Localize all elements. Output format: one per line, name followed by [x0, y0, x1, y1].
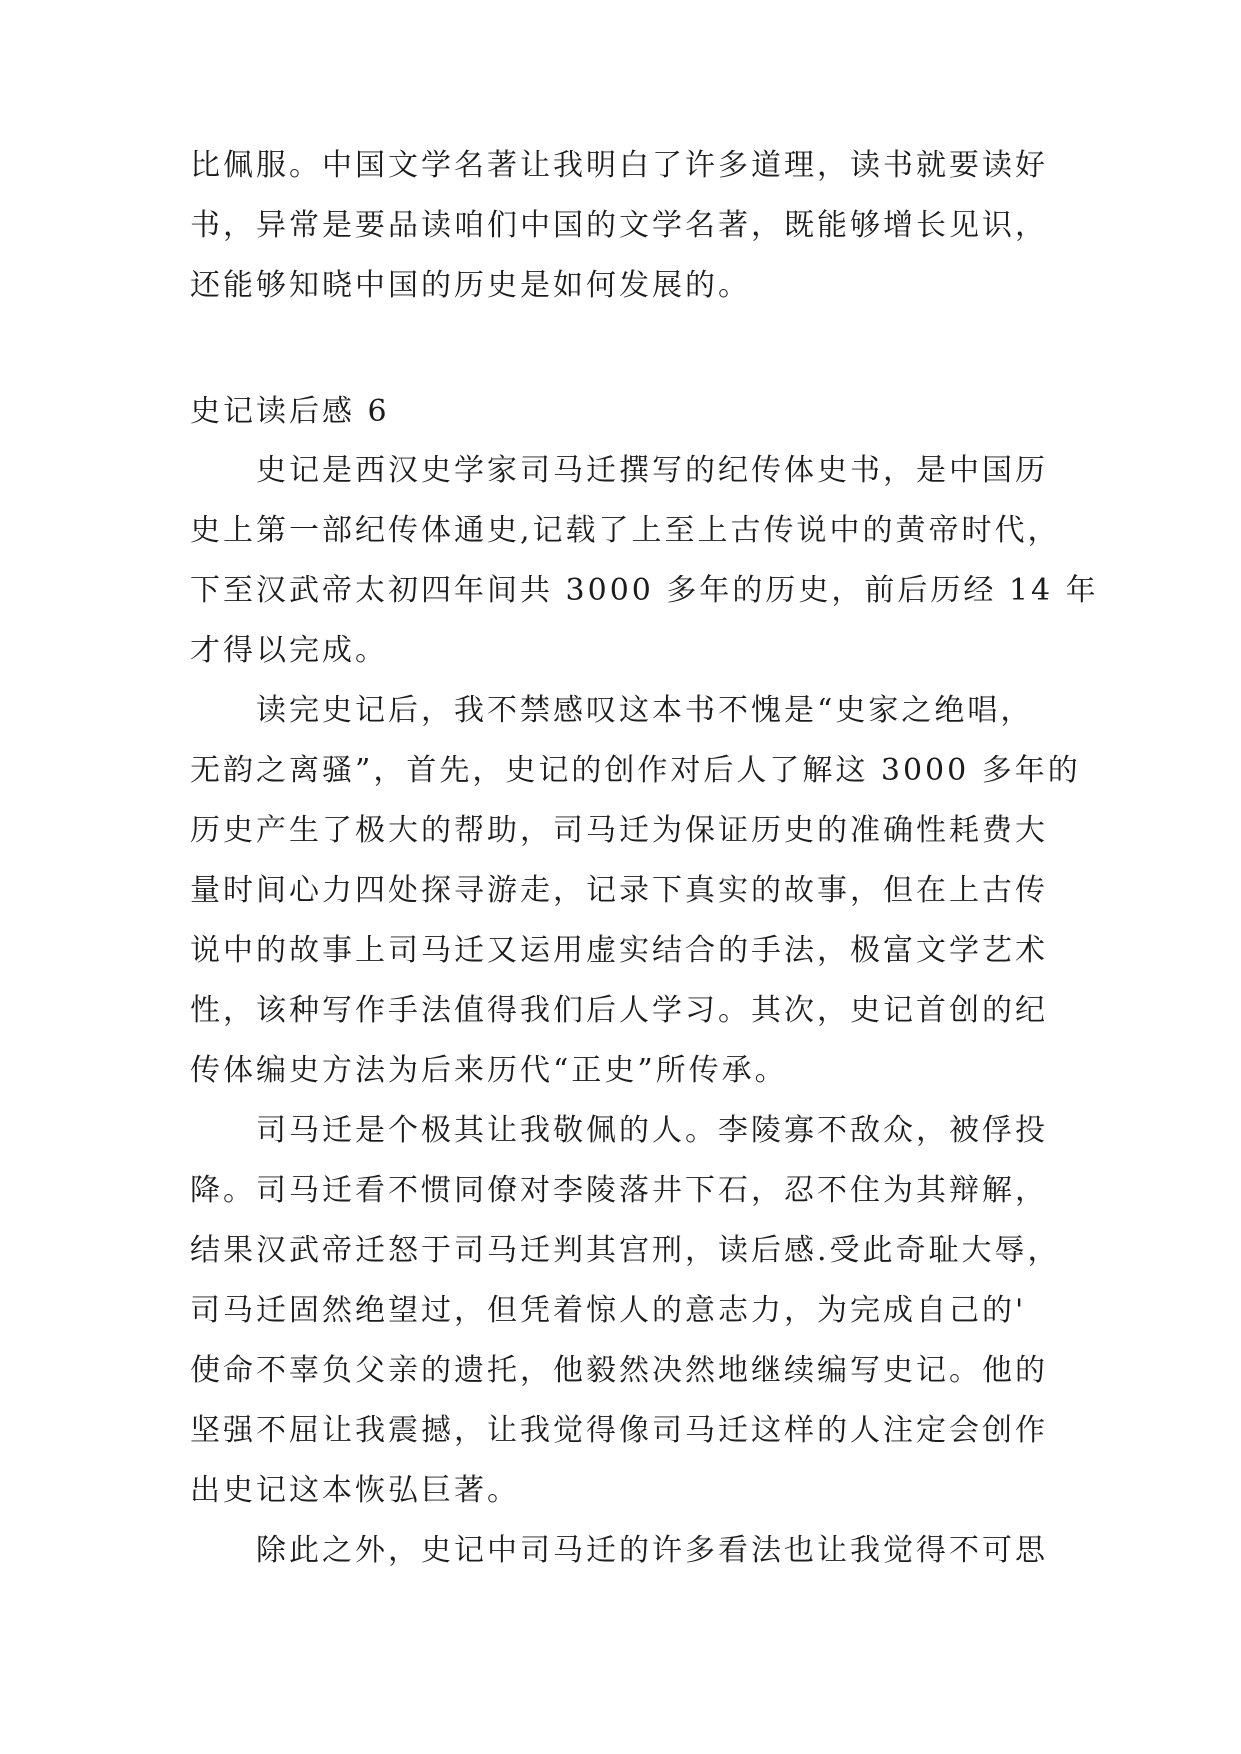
text-line: 读完史记后，我不禁感叹这本书不愧是“史家之绝唱，: [190, 693, 1034, 728]
text-line: 历史产生了极大的帮助，司马迁为保证历史的准确性耗费大: [190, 813, 1048, 848]
text-line: 坚强不屈让我震撼，让我觉得像司马迁这样的人注定会创作: [190, 1413, 1048, 1448]
text-line: 史记是西汉史学家司马迁撰写的纪传体史书，是中国历: [190, 453, 1048, 488]
text-line: 无韵之离骚”，首先，史记的创作对后人了解这 3000 多年的: [190, 753, 1081, 788]
text-line: 出史记这本恢弘巨著。: [190, 1473, 520, 1508]
text-line: 传体编史方法为后来历代“正史”所传承。: [190, 1053, 788, 1088]
text-line: 降。司马迁看不惯同僚对李陵落井下石，忍不住为其辩解，: [190, 1173, 1048, 1208]
text-line: 量时间心力四处探寻游走，记录下真实的故事，但在上古传: [190, 873, 1048, 908]
text-line: 使命不辜负父亲的遗托，他毅然决然地继续编写史记。他的: [190, 1353, 1048, 1388]
text-line: 司马迁是个极其让我敬佩的人。李陵寡不敌众，被俘投: [190, 1113, 1048, 1148]
text-line: 结果汉武帝迁怒于司马迁判其宫刑，读后感.受此奇耻大辱，: [190, 1233, 1061, 1268]
text-line: 说中的故事上司马迁又运用虚实结合的手法，极富文学艺术: [190, 933, 1048, 968]
text-line: 除此之外，史记中司马迁的许多看法也让我觉得不可思: [190, 1533, 1048, 1568]
section-title: 史记读后感 6: [190, 394, 390, 429]
text-line: 性，该种写作手法值得我们后人学习。其次，史记首创的纪: [190, 993, 1048, 1028]
text-line: 才得以完成。: [190, 633, 388, 668]
text-line: 下至汉武帝太初四年间共 3000 多年的历史，前后历经 14 年: [190, 573, 1099, 608]
text-line: 比佩服。中国文学名著让我明白了许多道理，读书就要读好: [190, 148, 1048, 183]
text-line: 书，异常是要品读咱们中国的文学名著，既能够增长见识，: [190, 208, 1048, 243]
text-line: 史上第一部纪传体通史,记载了上至上古传说中的黄帝时代，: [190, 513, 1061, 548]
text-line: 还能够知晓中国的历史是如何发展的。: [190, 268, 751, 303]
text-line: 司马迁固然绝望过，但凭着惊人的意志力，为完成自己的': [190, 1293, 1027, 1328]
